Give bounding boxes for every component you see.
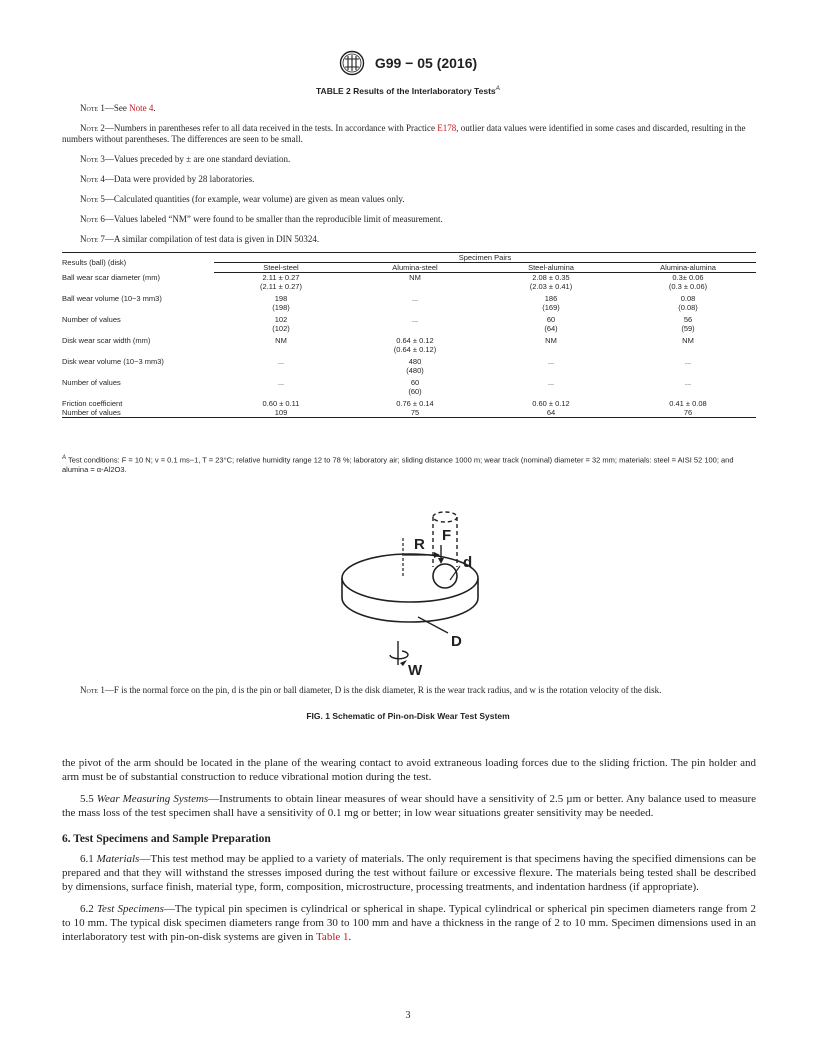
cell-value: 76: [683, 408, 693, 417]
cell-value: NM: [409, 273, 421, 282]
row-label: Ball wear scar diameter (mm): [62, 272, 160, 282]
cell-value-all-data: (480): [406, 366, 424, 375]
note-text: —Values labeled “NM” were found to be smaller than the reproducible limit of measurement.: [104, 214, 443, 224]
table-cell: [482, 357, 620, 378]
cell-value: 60: [546, 315, 556, 324]
table-cell: [214, 273, 348, 295]
note-2: [62, 123, 756, 145]
column-header: Alumina-alumina: [620, 263, 756, 273]
table-cell: [482, 336, 620, 357]
table-cell: [482, 399, 620, 408]
paragraph-5-5: [62, 792, 756, 820]
cell-value-all-data: (64): [544, 324, 558, 333]
standard-designation: G99 − 05 (2016): [374, 55, 478, 71]
cell-value: ...: [411, 315, 419, 324]
cell-value: 75: [410, 408, 420, 417]
table-cell: [620, 378, 756, 399]
table-cell: [348, 399, 482, 408]
table-cell: [348, 357, 482, 378]
cell-value: ...: [684, 378, 692, 387]
cell-value-all-data: (59): [681, 324, 695, 333]
figure-note-label: Note 1: [80, 685, 105, 695]
note-text-end: .: [153, 103, 156, 113]
cell-value: ...: [547, 357, 555, 366]
cell-value: 480: [408, 357, 422, 366]
note-label: Note 1: [80, 103, 105, 113]
row-label: Disk wear scar width (mm): [62, 336, 151, 345]
table-cell: [620, 399, 756, 408]
section-number: 6.1: [80, 853, 94, 865]
note-text: —Calculated quantities (for example, wear volume) are given as mean values only.: [104, 194, 405, 204]
note-text: —Data were provided by 28 laboratories.: [104, 174, 255, 184]
note-4: [62, 174, 756, 185]
note-text: —A similar compilation of test data is given in DIN 50324.: [104, 234, 320, 244]
footnote-marker: A: [62, 455, 67, 461]
section-title: Test Specimens: [96, 903, 164, 915]
table-cell: [214, 408, 348, 418]
note-1: [62, 103, 756, 114]
label-d-pin: d: [463, 554, 473, 571]
table-title: [0, 85, 816, 96]
section-heading: 6. Test Specimens and Sample Preparation: [62, 833, 271, 845]
table-cell: [214, 294, 348, 315]
cell-value: 198: [274, 294, 288, 303]
page-header: [0, 50, 816, 76]
table-title-text: TABLE 2 Results of the Interlaboratory Tests: [316, 85, 496, 96]
astm-logo-icon: [339, 50, 365, 76]
cell-value: ...: [411, 294, 419, 303]
section-title: Materials: [96, 853, 140, 865]
row-label: Disk wear volume (10−3 mm3): [62, 357, 164, 366]
cell-value: 60: [410, 378, 420, 387]
table-header-row: [62, 253, 756, 263]
cell-value: NM: [275, 336, 287, 345]
cell-value-all-data: (0.08): [678, 303, 698, 312]
note-label: Note 3: [80, 154, 105, 164]
row-label: Number of values: [62, 315, 121, 324]
table-title-footnote-marker: A: [495, 85, 500, 92]
cell-value: 2.11 ± 0.27: [262, 273, 300, 282]
footnote-text: Test conditions: F = 10 N; v = 0.1 ms−1, T = 23°C; relative humidity range 12 to 78 %; laboratory air; sliding distance 1000 m; wear track (nominal) diameter = 32 mm; materials: steel = AISI 52 100; and alumina = α-Al2O3.: [62, 455, 734, 474]
cell-value: 2.08 ± 0.35: [532, 273, 570, 282]
section-number: 6.2: [80, 903, 94, 915]
table-cell: [620, 315, 756, 336]
section-number: 5.5: [80, 793, 94, 805]
cell-value: 0.3± 0.06: [672, 273, 704, 282]
cell-value: 0.08: [680, 294, 696, 303]
group-header: Specimen Pairs: [214, 253, 756, 263]
cell-value: 64: [546, 408, 556, 417]
row-label: Ball wear volume (10−3 mm3): [62, 294, 162, 303]
cell-value: NM: [682, 336, 694, 345]
figure-note-text: —F is the normal force on the pin, d is the pin or ball diameter, D is the disk diameter, R is the wear track radius, and w is the rotation velocity of the disk.: [104, 685, 662, 695]
table-cell: [620, 408, 756, 418]
cell-value: 0.41 ± 0.08: [669, 399, 707, 408]
label-d-disk: D: [451, 633, 462, 650]
table-cell: [348, 336, 482, 357]
section-title: Wear Measuring Systems: [96, 793, 209, 805]
paragraph-6-1: [62, 852, 756, 894]
rotation-arrow-icon: [390, 641, 408, 666]
table-cell: [482, 294, 620, 315]
row-label: Number of values: [62, 408, 214, 418]
table-body: [62, 273, 756, 418]
table-cell: [348, 315, 482, 336]
page-number: 3: [405, 1010, 411, 1021]
cell-value: 102: [274, 315, 288, 324]
table-row: [62, 315, 756, 336]
table-cell: [214, 378, 348, 399]
cell-value-all-data: (2.03 ± 0.41): [529, 282, 573, 291]
note-label: Note 4: [80, 174, 105, 184]
column-header: Steel-steel: [214, 263, 348, 273]
table-cell: [348, 378, 482, 399]
table-cell: [214, 315, 348, 336]
note-label: Note 2: [80, 123, 105, 133]
label-w: W: [408, 662, 423, 679]
label-f: F: [442, 527, 452, 544]
table-row: [62, 357, 756, 378]
table-row: [62, 294, 756, 315]
cell-value: 0.76 ± 0.14: [396, 399, 434, 408]
column-header: Alumina-steel: [348, 263, 482, 273]
cell-value-all-data: (0.3 ± 0.06): [668, 282, 708, 291]
note-5: [62, 194, 756, 205]
table-cell: [214, 357, 348, 378]
paragraph-text: —The typical pin specimen is cylindrical or spherical in shape. Typical cylindrical or spherical pin specimen diameters range from 2 to 10 mm. The typical disk specimen diameters range from 30 to 100 mm and have a thickness in the range of 2 to 10 mm. Specimen dimensions used in an interlaboratory test with pin-on-disk systems are given in: [62, 903, 756, 943]
note-7: [62, 234, 756, 245]
cell-value: NM: [545, 336, 557, 345]
cell-value: 0.60 ± 0.11: [262, 399, 300, 408]
note-6: [62, 214, 756, 225]
cell-value: ...: [547, 378, 555, 387]
note-3: [62, 154, 756, 165]
note-text: —See: [104, 103, 130, 113]
cell-value-all-data: (169): [542, 303, 560, 312]
figure-note: [62, 685, 756, 696]
table-cell: [620, 357, 756, 378]
row-header: Results (ball) (disk): [62, 253, 214, 273]
table-row: [62, 408, 756, 418]
table-cell: [482, 408, 620, 418]
note-label: Note 5: [80, 194, 105, 204]
table-cell: [348, 294, 482, 315]
table-cell: [620, 273, 756, 295]
row-label: Friction coefficient: [62, 399, 123, 408]
cell-value-all-data: (102): [272, 324, 290, 333]
cell-value: 186: [544, 294, 558, 303]
note-text: —Values preceded by ± are one standard deviation.: [104, 154, 291, 164]
table-cell: [482, 378, 620, 399]
table-1-link[interactable]: Table 1: [315, 931, 349, 943]
table-row: [62, 399, 756, 408]
results-table: [62, 252, 756, 418]
table-cell: [620, 294, 756, 315]
note-4-link[interactable]: Note 4: [129, 103, 154, 113]
cell-value: 56: [683, 315, 693, 324]
paragraph-text: —This test method may be applied to a variety of materials. The only requirement is that specimens having the specified dimensions can be prepared and that they will withstand the stresses imposed during the test without failure or excessive flexure. The materials being tested shall be described by dimensions, surface finish, material type, form, composition, microstructure, processing treatments, and indentation hardness (if appropriate).: [62, 853, 756, 893]
column-header: Steel-alumina: [482, 263, 620, 273]
cell-value: 109: [274, 408, 288, 417]
figure-caption: FIG. 1 Schematic of Pin-on-Disk Wear Test System: [306, 711, 510, 721]
table-row: [62, 378, 756, 399]
cell-value-all-data: (2.11 ± 0.27): [260, 282, 302, 291]
body-text: [62, 756, 756, 952]
table-cell: [214, 336, 348, 357]
cell-value: 0.60 ± 0.12: [532, 399, 570, 408]
table-row: [62, 273, 756, 295]
note-label: Note 6: [80, 214, 105, 224]
note-text-end: , outlier data values were identified in some cases and discarded, resulting in the numbers without parentheses. The differences are seen to be small.: [62, 123, 746, 144]
e178-link[interactable]: E178: [437, 123, 457, 133]
cell-value-all-data: (198): [272, 303, 290, 312]
cell-value-all-data: (0.64 ± 0.12): [393, 345, 437, 354]
table-footnote: [62, 454, 756, 474]
table-row: [62, 336, 756, 357]
paragraph-text: —Instruments to obtain linear measures of wear should have a sensitivity of 2.5 µm or better. Any balance used to measure the mass loss of the test specimen shall have a sensitivity of 0.1 mg or better; in low wear situations greater sensitivity may be needed.: [62, 793, 756, 819]
note-text: —Numbers in parentheses refer to all data received in the tests. In accordance with Practice: [104, 123, 438, 133]
table-cell: [348, 273, 482, 295]
pin-on-disk-schematic: [310, 505, 510, 683]
table-cell: [214, 399, 348, 408]
paragraph-6-2: [62, 902, 756, 944]
pin: [433, 512, 457, 588]
table-cell: [482, 315, 620, 336]
cell-value: ...: [277, 378, 285, 387]
table-cell: [482, 273, 620, 295]
disk: [342, 554, 478, 622]
table-cell: [348, 408, 482, 418]
note-label: Note 7: [80, 234, 105, 244]
cell-value-all-data: (60): [408, 387, 422, 396]
cell-value: ...: [277, 357, 285, 366]
table-cell: [620, 336, 756, 357]
label-r: R: [414, 536, 425, 553]
paragraph-continuation: the pivot of the arm should be located in the plane of the wearing contact to avoid extraneous loading forces due to the sliding friction. The pin holder and arm must be of substantial construction to reduce vibrational motion during the test.: [62, 757, 756, 783]
cell-value: ...: [684, 357, 692, 366]
cell-value: 0.64 ± 0.12: [396, 336, 434, 345]
table-notes: [62, 103, 756, 254]
row-label: Number of values: [62, 378, 121, 387]
paragraph-end: .: [348, 931, 352, 943]
